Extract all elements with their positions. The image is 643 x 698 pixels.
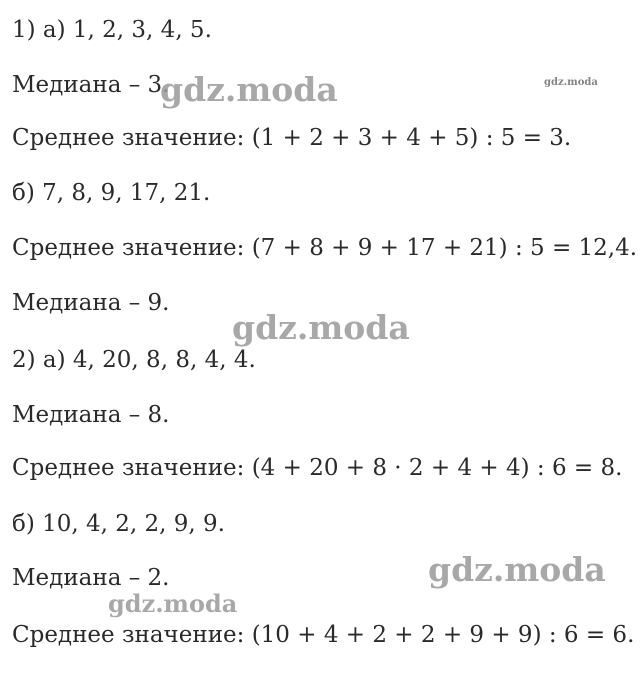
task-1b-median: Медиана – 9. bbox=[12, 290, 170, 316]
task-2b-numbers: б) 10, 4, 2, 2, 9, 9. bbox=[12, 511, 225, 537]
task-1a-mean: Среднее значение: (1 + 2 + 3 + 4 + 5) : 5 = 3. bbox=[12, 125, 572, 151]
watermark: gdz.moda bbox=[232, 308, 410, 347]
task-1b-mean: Среднее значение: (7 + 8 + 9 + 17 + 21) : 5 = 12,4. bbox=[12, 235, 638, 261]
task-2a-numbers: 2) а) 4, 20, 8, 8, 4, 4. bbox=[12, 347, 256, 373]
task-2b-mean: Среднее значение: (10 + 4 + 2 + 2 + 9 + 9) : 6 = 6. bbox=[12, 622, 635, 648]
watermark: gdz.moda bbox=[160, 70, 338, 109]
task-1a-median: Медиана – 3. bbox=[12, 72, 170, 98]
task-2a-mean: Среднее значение: (4 + 20 + 8 · 2 + 4 + 4) : 6 = 8. bbox=[12, 455, 623, 481]
task-1a-numbers: 1) а) 1, 2, 3, 4, 5. bbox=[12, 17, 212, 43]
watermark: gdz.moda bbox=[544, 77, 598, 88]
watermark: gdz.moda bbox=[108, 589, 238, 618]
task-2a-median: Медиана – 8. bbox=[12, 402, 170, 428]
task-1b-numbers: б) 7, 8, 9, 17, 21. bbox=[12, 180, 211, 206]
task-2b-median: Медиана – 2. bbox=[12, 565, 170, 591]
watermark: gdz.moda bbox=[428, 550, 606, 589]
